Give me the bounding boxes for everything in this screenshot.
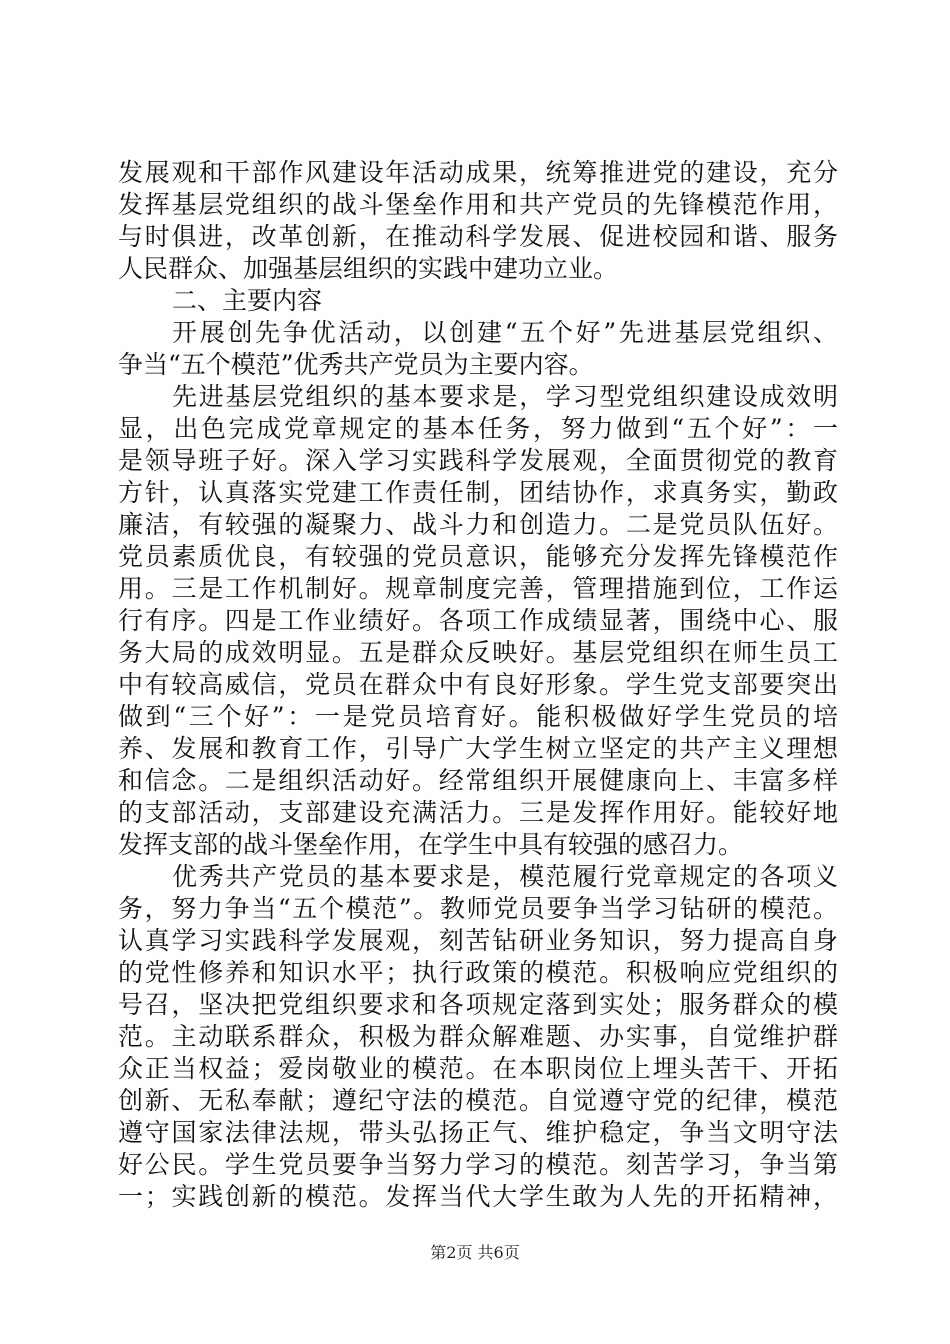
text-line: 的党性修养和知识水平；执行政策的模范。积极响应党组织的 <box>118 958 838 987</box>
text-line: 显，出色完成党章规定的基本任务，努力做到“五个好”：一 <box>118 414 838 443</box>
text-line: 开展创先争优活动，以创建“五个好”先进基层党组织、 <box>172 318 838 347</box>
text-line: 是领导班子好。深入学习实践科学发展观，全面贯彻党的教育 <box>118 446 838 475</box>
text-line: 一；实践创新的模范。发挥当代大学生敢为人先的开拓精神， <box>118 1182 838 1211</box>
text-line: 养、发展和教育工作，引导广大学生树立坚定的共产主义理想 <box>118 734 838 763</box>
text-line: 争当“五个模范”优秀共产党员为主要内容。 <box>118 350 594 379</box>
text-line: 做到“三个好”：一是党员培育好。能积极做好学生党员的培 <box>118 702 838 731</box>
text-line: 发展观和干部作风建设年活动成果，统筹推进党的建设，充分 <box>118 158 838 187</box>
text-line: 廉洁，有较强的凝聚力、战斗力和创造力。二是党员队伍好。 <box>118 510 838 539</box>
text-line: 认真学习实践科学发展观，刻苦钻研业务知识，努力提高自身 <box>118 926 838 955</box>
text-line: 发挥基层党组织的战斗堡垒作用和共产党员的先锋模范作用， <box>118 190 838 219</box>
text-line: 务，努力争当“五个模范”。教师党员要争当学习钻研的模范。 <box>118 894 838 923</box>
page-footer <box>0 1243 950 1263</box>
text-line: 和信念。二是组织活动好。经常组织开展健康向上、丰富多样 <box>118 766 838 795</box>
text-line: 先进基层党组织的基本要求是，学习型党组织建设成效明 <box>172 382 838 411</box>
page-number: 第2页 <box>430 1243 473 1262</box>
text-line: 党员素质优良，有较强的党员意识，能够充分发挥先锋模范作 <box>118 542 838 571</box>
text-line: 众正当权益；爱岗敬业的模范。在本职岗位上埋头苦干、开拓 <box>118 1054 838 1083</box>
text-line: 人民群众、加强基层组织的实践中建功立业。 <box>118 254 619 283</box>
text-line: 行有序。四是工作业绩好。各项工作成绩显著，围绕中心、服 <box>118 606 838 635</box>
text-line: 中有较高威信，党员在群众中有良好形象。学生党支部要突出 <box>118 670 838 699</box>
text-line: 用。三是工作机制好。规章制度完善，管理措施到位，工作运 <box>118 574 838 603</box>
page-total: 共6页 <box>477 1243 520 1262</box>
text-line: 与时俱进，改革创新，在推动科学发展、促进校园和谐、服务 <box>118 222 838 251</box>
text-line: 的支部活动，支部建设充满活力。三是发挥作用好。能较好地 <box>118 798 838 827</box>
text-line: 发挥支部的战斗堡垒作用，在学生中具有较强的感召力。 <box>118 830 744 859</box>
document-body <box>118 157 838 1213</box>
section-heading: 二、主要内容 <box>172 286 323 315</box>
text-line: 方针，认真落实党建工作责任制，团结协作，求真务实，勤政 <box>118 478 838 507</box>
text-line: 创新、无私奉献；遵纪守法的模范。自觉遵守党的纪律，模范 <box>118 1086 838 1115</box>
text-line: 遵守国家法律法规，带头弘扬正气、维护稳定，争当文明守法 <box>118 1118 838 1147</box>
text-line: 好公民。学生党员要争当努力学习的模范。刻苦学习，争当第 <box>118 1150 838 1179</box>
text-line: 号召，坚决把党组织要求和各项规定落到实处；服务群众的模 <box>118 990 838 1019</box>
text-line: 务大局的成效明显。五是群众反映好。基层党组织在师生员工 <box>118 638 838 667</box>
text-line: 优秀共产党员的基本要求是，模范履行党章规定的各项义 <box>172 862 838 891</box>
text-line: 范。主动联系群众，积极为群众解难题、办实事，自觉维护群 <box>118 1022 838 1051</box>
